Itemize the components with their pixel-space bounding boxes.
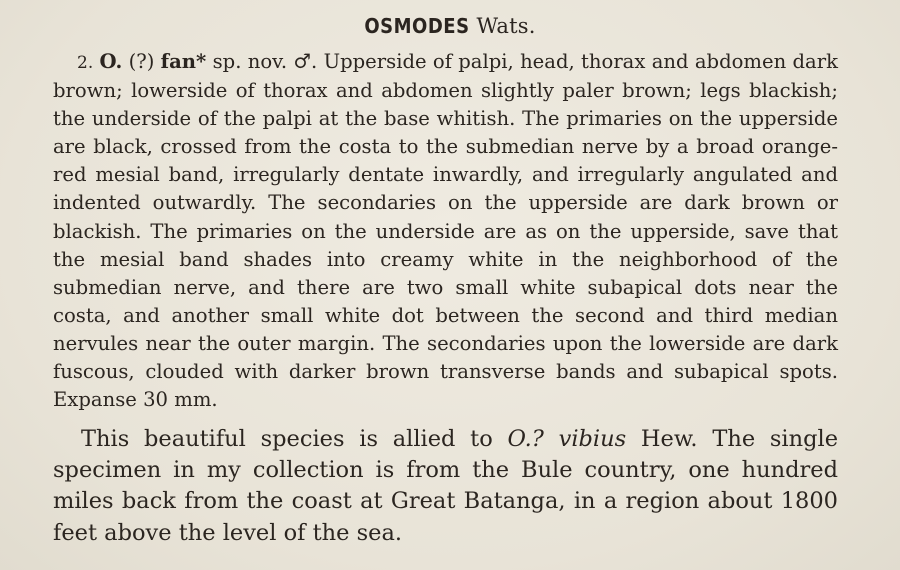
genus-heading [0,14,900,38]
species-query: (?) [128,50,155,73]
male-symbol: ♂. [293,50,318,73]
species-name: fan* [160,50,207,73]
genus-author: Wats. [476,14,536,38]
species-description [53,48,838,414]
remarks-text-after: Hew. The single specimen in my collection is from the Bule country, one hundred miles back from the coast at Great Batanga, in a region about 1800 feet above the level of the sea. [53,426,839,546]
allied-species: O.? vibius [507,426,627,452]
remarks-text-before: This beautiful species is allied to [81,426,493,452]
description-text: Upperside of palpi, head, thorax and abdomen dark brown; lowerside of thorax and abdomen slightly paler brown; legs blackish; the underside of the palpi at the base whitish. The primaries on the upperside are black, crossed from the costa to the submedian nerve by a broad orange-red mesial band, irregularly dentate inwardly, and irregularly angulated and indented outwardly. The secondaries on the upperside are dark brown or blackish. The primaries on the underside are as on the upperside, save that the mesial band shades into creamy white in the neighborhood of the submedian nerve, and there are two small white subapical dots near the costa, and another small white dot between the second and third median nervules near the outer margin. The secondaries upon the lowerside are dark fuscous, clouded with darker brown transverse bands and subapical spots. Expanse 30 mm. [53,50,838,412]
genus-abbrev: O. [99,50,123,73]
genus-name: OSMODES [364,14,470,38]
species-status: sp. nov. [212,50,288,73]
species-remarks [53,424,838,549]
species-number: 2. [77,53,94,73]
